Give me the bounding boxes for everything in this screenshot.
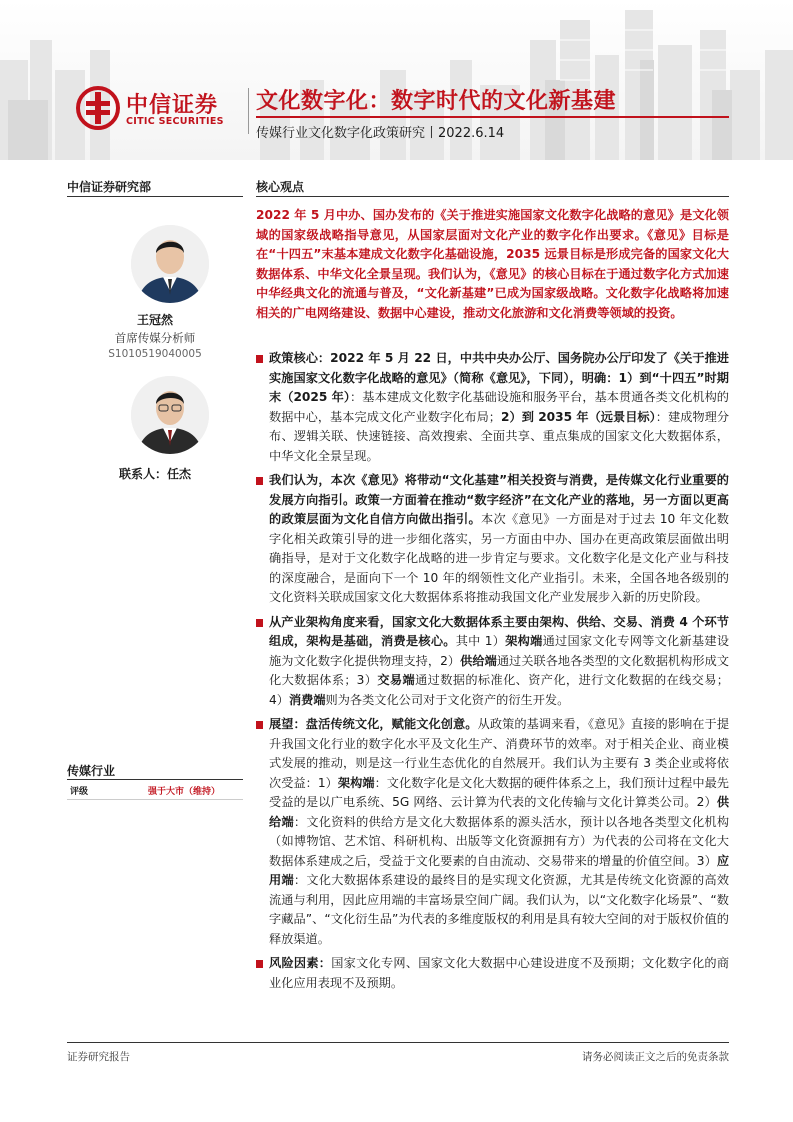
bullet-text: 通过关联各地各类型的文化数据机构形成文化大数据体系；3）	[269, 653, 730, 687]
bullet-text: 本次《意见》一方面是对于过去 10 年文化数字化相关政策引导的进一步细化落实，另一方面由中办、国办在更高政策层面做出明确指导，是对于文化数字化战略的进一步肯定与要求。文化数字化是文化产业与科技的深度融合，是面向下一个 10 年的纲领性文化产业指引。未来，全国各地各级别的文化资料关联成国家文化大数据体系将推动我国文化产业发展步入新的历史阶段。	[269, 512, 729, 604]
analyst-license-id: S1010519040005	[108, 348, 202, 360]
bullet-industry-structure	[256, 613, 729, 711]
bullet-bold-text: 应用端	[269, 853, 729, 887]
bullet-text: 通过国家文化专网等文化新基建设施为文化数字化提供物理支持，2）	[269, 634, 730, 668]
logo-english-text: CITIC SECURITIES	[126, 116, 224, 127]
industry-heading: 传媒行业	[67, 764, 116, 778]
bullet-text: ：文化资料的供给方是文化大数据体系的源头活水，预计以各地各类型文化机构（如博物馆、艺术馆、科研机构、出版等文化资源拥有方）为代表的公司将在文化大数据体系建成之后，受益于文化要素的自由流动、交易带来的增量的价值空间。3）	[269, 814, 730, 868]
key-points-list	[256, 349, 729, 998]
bullet-bold-text: 展望：盘活传统文化，赋能文化创意。	[269, 717, 478, 731]
left-heading-rule	[67, 196, 243, 197]
bullet-bold-text: 风险因素：	[269, 956, 332, 970]
bullet-bold-text: 交易端	[377, 673, 416, 687]
research-dept-heading: 中信证券研究部	[67, 180, 152, 194]
core-views-heading: 核心观点	[256, 180, 305, 194]
bullet-text: ：建成物理分布、逻辑关联、快速链接、高效搜索、全面共享、重点集成的国家文化大数据体系，中华文化全景呈现。	[269, 409, 730, 463]
citic-emblem-icon	[76, 86, 120, 130]
bullet-marker-icon	[256, 721, 263, 729]
contact-avatar	[131, 376, 209, 454]
rating-rule	[67, 799, 243, 800]
bullet-bold-text: 架构端	[337, 775, 375, 790]
bullet-risk-factors	[256, 954, 729, 993]
bullet-bold-text: 从产业架构角度来看，国家文化大数据体系主要由架构、供给、交易、消费 4 个环节组成，架构是基础，消费是核心。	[269, 614, 729, 648]
bullet-marker-icon	[256, 619, 263, 627]
analyst-avatar	[131, 225, 209, 303]
analyst-role: 首席传媒分析师	[114, 331, 196, 345]
summary-paragraph: 2022 年 5 月中办、国办发布的《关于推进实施国家文化数字化战略的意见》是文化领域的国家级战略指导意见，从国家层面对文化产业的数字化作出要求。《意见》目标是在“十四五”末基本建成文化数字化基础设施，2035 远景目标是形成完备的国家文化大数据体系、中华文化全景呈现。我们认为，《意见》的核心目标在于通过数字化方式加速中华经典文化的流通与普及，“文化新基建”已成为国家级战略。文化数字化战略将加速相关的广电网络建设、数据中心建设，推动文化旅游和文化消费等领域的投资。	[256, 208, 729, 320]
analyst-name: 王冠然	[136, 313, 173, 327]
report-title: 文化数字化：数字时代的文化新基建	[256, 89, 617, 114]
bullet-text: ：文化大数据体系建设的最终目的是实现文化资源，尤其是传统文化资源的高效流通与利用，因此应用端的丰富场景空间广阔。我们认为，以“文化数字化场景”、“数字藏品”、“文化衍生品”为代表的多维度版权的利用是具有较大空间的对于版权价值的释放渠道。	[269, 873, 730, 946]
bullet-text: ：基本建成文化数字化基础设施和服务平台，基本贯通各类文化机构的数据中心，基本完成文化产业数字化布局；	[269, 390, 729, 424]
bullet-bold-text: 我们认为，本次《意见》将带动“文化基建”相关投资与消费，是传媒文化行业重要的发展方向指引。政策一方面着在推动“数字经济”在文化产业的落地，另一方面以更高的政策层面为文化自信方向做出指引。	[269, 473, 729, 526]
bullet-text: 则为各类文化公司对于文化资产的衍生开发。	[325, 692, 570, 707]
bullet-policy-core	[256, 349, 729, 466]
rating-value: 强于大市（维持）	[148, 787, 221, 797]
footer-report-type: 证券研究报告	[67, 1051, 130, 1063]
bullet-bold-text: 政策核心：2022 年 5 月 22 日，中共中央办公厅、国务院办公厅印发了《关于推进实施国家文化数字化战略的意见》（简称《意见》，下同），明确：1）到“十四五”时期末（2025 年）	[269, 351, 729, 404]
report-subtitle: 传媒行业文化数字化政策研究丨2022.6.14	[256, 126, 505, 141]
contact-person: 联系人：任杰	[118, 467, 191, 481]
bullet-bold-text: 消费端	[288, 692, 326, 707]
bullet-marker-icon	[256, 960, 263, 968]
bullet-text: 其中 1）	[455, 634, 506, 648]
bullet-text: 国家文化专网、国家文化大数据中心建设进度不及预期；文化数字化的商业化应用表现不及预期。	[269, 956, 730, 990]
footer-rule	[67, 1042, 729, 1043]
bullet-bold-text: 供给端	[460, 653, 497, 668]
industry-rule	[67, 779, 243, 780]
bullet-our-view	[256, 471, 729, 608]
bullet-marker-icon	[256, 477, 263, 485]
bullet-outlook	[256, 715, 729, 949]
header-divider	[248, 88, 249, 134]
footer-disclaimer-note: 请务必阅读正文之后的免责条款	[582, 1051, 729, 1063]
bullet-text: 通过数据的标准化、资产化，进行文化数据的在线交易；4）	[269, 673, 729, 707]
bullet-bold-text: 供给端	[269, 795, 729, 829]
rating-label: 评级	[70, 787, 89, 797]
bullet-marker-icon	[256, 355, 263, 363]
core-views-rule	[256, 196, 729, 197]
bullet-bold-text: 2）到 2035 年（远景目标）	[501, 409, 656, 424]
bullet-text: 从政策的基调来看，《意见》直接的影响在于提升我国文化行业的数字化水平及文化生产、消费环节的效率。对于相关企业、商业模式发展的推动，则是这一行业生态优化的自然展开。我们认为主要有 3 类企业或将依次受益：1）	[269, 717, 730, 790]
logo-chinese-text: 中信证券	[126, 93, 219, 118]
bullet-bold-text: 架构端	[505, 634, 543, 648]
title-underline	[256, 116, 729, 118]
bullet-text: ：文化数字化是文化大数据的硬件体系之上，我们预计过程中最先受益的是以广电系统、5G 网络、云计算为代表的文化传输与文化计算类公司。2）	[269, 775, 729, 809]
citic-logo	[76, 86, 246, 136]
